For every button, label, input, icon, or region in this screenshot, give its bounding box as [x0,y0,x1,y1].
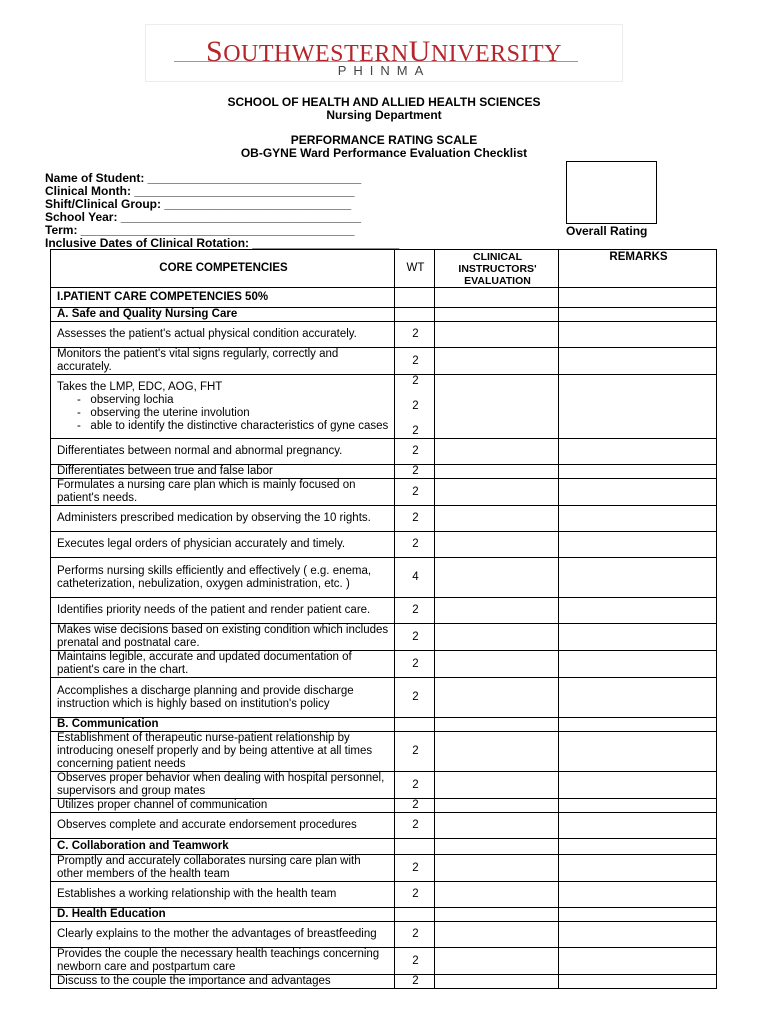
table-row [51,732,717,772]
student-info-fields [45,172,399,250]
weight-value: 2 [395,439,435,465]
section-title: I.PATIENT CARE COMPETENCIES 50% [51,288,395,308]
competency-text: Promptly and accurately collaborates nursing care plan with other members of the health team [51,855,395,882]
competency-text: Monitors the patient's vital signs regularly, correctly and accurately. [51,348,395,375]
remarks-cell[interactable] [559,882,717,908]
competency-text: Performs nursing skills efficiently and effectively ( e.g. enema, catheterization, nebulization, oxygen administration, etc. ) [51,558,395,598]
evaluation-cell[interactable] [435,348,559,375]
form-title: PERFORMANCE RATING SCALE [290,133,478,147]
weight-value: 2 [395,348,435,375]
subsection-title: D. Health Education [51,908,395,922]
clinical-month-field[interactable]: Clinical Month: _________________________________ [45,184,355,198]
remarks-cell[interactable] [559,348,717,375]
remarks-cell[interactable] [559,678,717,718]
competency-text: Clearly explains to the mother the advantages of breastfeeding [51,922,395,948]
logo-subtitle: PHINMA [337,63,431,78]
subsection-row [51,908,717,922]
weight-value: 2 [395,678,435,718]
remarks-cell[interactable] [559,506,717,532]
remarks-cell[interactable] [559,922,717,948]
evaluation-cell[interactable] [435,772,559,799]
remarks-cell[interactable] [559,598,717,624]
weight-value: 2 [395,506,435,532]
competency-text: Identifies priority needs of the patient and render patient care. [51,598,395,624]
competency-text: Provides the couple the necessary health teachings concerning newborn care and postpartum care [51,948,395,975]
subsection-row [51,718,717,732]
competency-text: Observes proper behavior when dealing with hospital personnel, supervisors and group mates [51,772,395,799]
shift-group-field[interactable]: Shift/Clinical Group: ____________________________ [45,197,352,211]
table-row [51,375,717,439]
weight-value: 2 [395,598,435,624]
evaluation-cell[interactable] [435,855,559,882]
evaluation-cell[interactable] [435,813,559,839]
table-row [51,882,717,908]
evaluation-cell[interactable] [435,532,559,558]
table-row [51,479,717,506]
remarks-cell[interactable] [559,439,717,465]
table-row [51,558,717,598]
remarks-cell[interactable] [559,624,717,651]
competency-text: Observes complete and accurate endorsement procedures [51,813,395,839]
subsection-row [51,839,717,855]
evaluation-cell[interactable] [435,465,559,479]
subsection-title: B. Communication [51,718,395,732]
evaluation-cell[interactable] [435,506,559,532]
remarks-cell[interactable] [559,772,717,799]
evaluation-cell[interactable] [435,598,559,624]
table-row [51,678,717,718]
table-header-row [51,250,717,288]
evaluation-cell[interactable] [435,975,559,989]
competency-text: Establishes a working relationship with the health team [51,882,395,908]
inclusive-dates-field[interactable]: Inclusive Dates of Clinical Rotation: ______________________ [45,236,400,250]
table-row [51,624,717,651]
weight-value: 2 [395,624,435,651]
evaluation-cell[interactable] [435,922,559,948]
table-row [51,506,717,532]
remarks-cell[interactable] [559,813,717,839]
table-row [51,772,717,799]
logo-wordmark: SOUTHWESTERNUNIVERSITY [206,35,562,68]
competency-text: Maintains legible, accurate and updated documentation of patient's care in the chart. [51,651,395,678]
evaluation-cell[interactable] [435,624,559,651]
competency-text: Discuss to the couple the importance and advantages [51,975,395,989]
remarks-cell[interactable] [559,732,717,772]
remarks-cell[interactable] [559,558,717,598]
remarks-cell[interactable] [559,799,717,813]
table-row [51,465,717,479]
header-remarks: REMARKS [559,250,717,288]
weight-value: 2 [395,855,435,882]
table-row [51,439,717,465]
competency-text: Formulates a nursing care plan which is mainly focused on patient's needs. [51,479,395,506]
overall-rating-label: Overall Rating [566,224,648,238]
weight-value: 2 2 2 [395,375,435,439]
remarks-cell[interactable] [559,651,717,678]
competency-text: Differentiates between normal and abnormal pregnancy. [51,439,395,465]
competency-text: Establishment of therapeutic nurse-patient relationship by introducing oneself properly and by being attentive at all times concerning patient needs [51,732,395,772]
table-row [51,922,717,948]
remarks-cell[interactable] [559,532,717,558]
evaluation-cell[interactable] [435,732,559,772]
table-row [51,322,717,348]
competency-text: Takes the LMP, EDC, AOG, FHT - observing lochia - observing the uterine involution - able to identify the distinctive characteristics of gyne cases [51,375,395,439]
evaluation-cell[interactable] [435,479,559,506]
header-competencies: CORE COMPETENCIES [51,250,395,288]
table-row [51,799,717,813]
header-evaluation: CLINICAL INSTRUCTORS' EVALUATION [435,250,559,288]
header-wt: WT [395,250,435,288]
school-name: SCHOOL OF HEALTH AND ALLIED HEALTH SCIENCES [227,95,541,109]
weight-value: 2 [395,882,435,908]
evaluation-cell[interactable] [435,651,559,678]
remarks-cell[interactable] [559,975,717,989]
competency-text: Executes legal orders of physician accurately and timely. [51,532,395,558]
section-row [51,288,717,308]
table-row [51,948,717,975]
remarks-cell[interactable] [559,948,717,975]
evaluation-cell[interactable] [435,375,559,439]
weight-value: 2 [395,651,435,678]
overall-rating-box[interactable] [566,161,657,224]
form-subtitle: OB-GYNE Ward Performance Evaluation Checklist [240,146,528,160]
competency-table [50,249,717,989]
remarks-cell[interactable] [559,855,717,882]
remarks-cell[interactable] [559,375,717,439]
school-year-field[interactable]: School Year: ____________________________________ [45,210,362,224]
competency-text: Makes wise decisions based on existing condition which includes prenatal and postnatal care. [51,624,395,651]
evaluation-cell[interactable] [435,882,559,908]
evaluation-cell[interactable] [435,322,559,348]
weight-value: 2 [395,479,435,506]
table-row [51,348,717,375]
table-row [51,598,717,624]
evaluation-cell[interactable] [435,948,559,975]
remarks-cell[interactable] [559,322,717,348]
logo-rule [174,61,578,62]
weight-value: 2 [395,948,435,975]
student-name-field[interactable]: Name of Student: ________________________________ [45,171,362,185]
weight-value: 2 [395,813,435,839]
subsection-title: C. Collaboration and Teamwork [51,839,395,855]
weight-value: 4 [395,558,435,598]
weight-value: 2 [395,799,435,813]
weight-value: 2 [395,322,435,348]
competency-text: Accomplishes a discharge planning and provide discharge instruction which is highly based on institution's policy [51,678,395,718]
department-name: Nursing Department [326,108,442,122]
term-field[interactable]: Term: _________________________________________ [45,223,355,237]
weight-value: 2 [395,922,435,948]
evaluation-cell[interactable] [435,558,559,598]
table-row [51,813,717,839]
table-row [51,532,717,558]
weight-value: 2 [395,532,435,558]
evaluation-cell[interactable] [435,678,559,718]
weight-value: 2 [395,975,435,989]
weight-value: 2 [395,465,435,479]
weight-value: 2 [395,732,435,772]
remarks-cell[interactable] [559,465,717,479]
university-logo [145,24,623,82]
evaluation-cell[interactable] [435,439,559,465]
subsection-title: A. Safe and Quality Nursing Care [51,308,395,322]
evaluation-cell[interactable] [435,799,559,813]
table-row [51,855,717,882]
weight-value: 2 [395,772,435,799]
competency-text: Utilizes proper channel of communication [51,799,395,813]
table-row [51,975,717,989]
table-row [51,651,717,678]
remarks-cell[interactable] [559,479,717,506]
competency-text: Assesses the patient's actual physical condition accurately. [51,322,395,348]
competency-text: Administers prescribed medication by observing the 10 rights. [51,506,395,532]
competency-text: Differentiates between true and false labor [51,465,395,479]
subsection-row [51,308,717,322]
